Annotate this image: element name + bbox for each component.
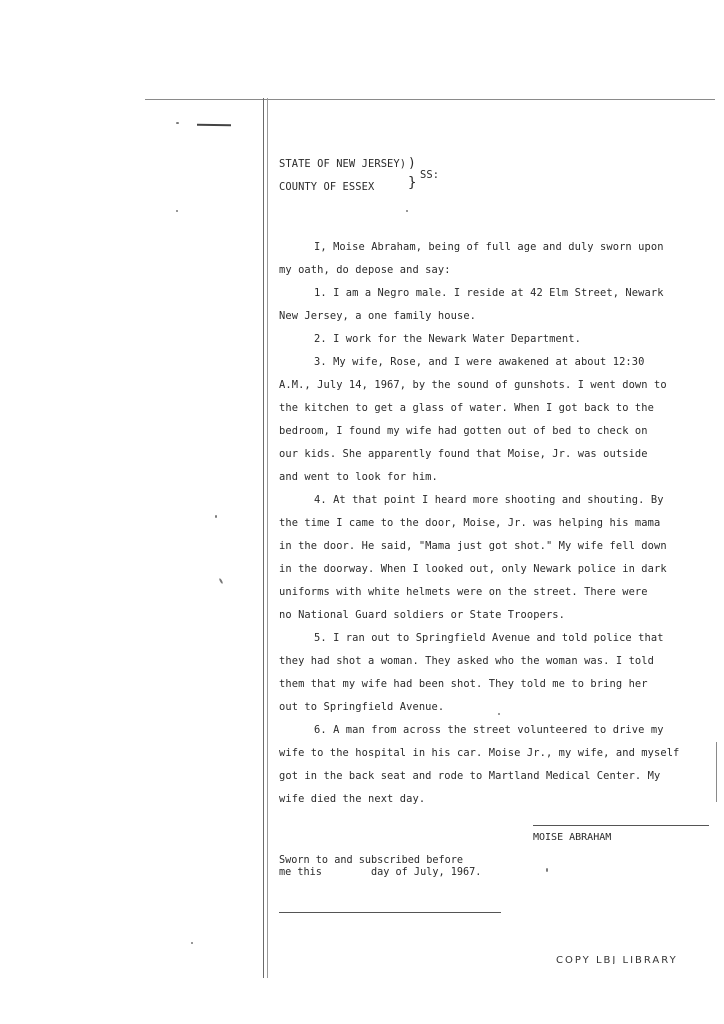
paragraph-1 [279, 282, 714, 328]
top-rule [145, 99, 715, 100]
venue-ss: SS: [420, 169, 440, 181]
intro-line: my oath, do depose and say: [279, 264, 451, 276]
paragraph-3 [279, 351, 714, 489]
caption-brace-bottom: } [408, 175, 417, 191]
paragraph-5 [279, 627, 714, 719]
jurat-line-1: Sworn to and subscribed before [279, 855, 464, 866]
paragraph-line: them that my wife had been shot. They told me to bring her [279, 678, 648, 690]
left-margin-rule-inner [267, 98, 268, 978]
paragraph-line: our kids. She apparently found that Moise, Jr. was outside [279, 448, 648, 460]
venue-state: STATE OF NEW JERSEY) [279, 158, 407, 170]
scan-speck [219, 578, 224, 584]
signature-line [533, 825, 709, 826]
paragraph-line: in the doorway. When I looked out, only Newark police in dark [279, 563, 667, 575]
paragraph-line: wife to the hospital in his car. Moise Jr., my wife, and myself [279, 747, 680, 759]
caption-brace-top: ) [408, 156, 416, 171]
intro-paragraph [279, 236, 714, 282]
paragraph-line: 3. My wife, Rose, and I were awakened at about 12:30 [314, 356, 645, 368]
venue-caption [279, 150, 714, 202]
scan-speck [176, 122, 179, 124]
scan-speck [546, 868, 548, 872]
left-margin-rule [263, 98, 264, 978]
paragraph-line: and went to look for him. [279, 471, 438, 483]
paragraph-line: 5. I ran out to Springfield Avenue and told police that [314, 632, 664, 644]
paragraph-line: uniforms with white helmets were on the street. There were [279, 586, 648, 598]
paragraph-line: 4. At that point I heard more shooting and shouting. By [314, 494, 664, 506]
paragraph-line: in the door. He said, "Mama just got shot." My wife fell down [279, 540, 667, 552]
paragraph-line: the kitchen to get a glass of water. When I got back to the [279, 402, 654, 414]
paragraph-line: A.M., July 14, 1967, by the sound of gunshots. I went down to [279, 379, 667, 391]
paragraph-2 [279, 328, 714, 351]
paragraph-line: they had shot a woman. They asked who the woman was. I told [279, 655, 654, 667]
paragraph-6 [279, 719, 714, 811]
paragraph-line: got in the back seat and rode to Martland Medical Center. My [279, 770, 661, 782]
paragraph-line: bedroom, I found my wife had gotten out of bed to check on [279, 425, 648, 437]
paragraph-line: 2. I work for the Newark Water Department. [314, 333, 581, 345]
affidavit-body [279, 150, 714, 811]
paragraph-line: 1. I am a Negro male. I reside at 42 Elm Street, Newark [314, 287, 664, 299]
paragraph-line: wife died the next day. [279, 793, 426, 805]
venue-county: COUNTY OF ESSEX [279, 181, 375, 193]
paragraph-line: New Jersey, a one family house. [279, 310, 477, 322]
paragraph-line: out to Springfield Avenue. [279, 701, 445, 713]
library-copy-stamp: COPY LBJ LIBRARY [556, 955, 678, 964]
margin-mark [197, 124, 231, 127]
notary-signature-line [279, 912, 501, 913]
scan-speck [215, 515, 217, 518]
signature-name: MOISE ABRAHAM [533, 832, 612, 843]
scan-speck [176, 210, 178, 212]
intro-line: I, Moise Abraham, being of full age and duly sworn upon [314, 241, 664, 253]
paragraph-4 [279, 489, 714, 627]
scan-speck [191, 942, 193, 944]
jurat [279, 855, 539, 879]
paragraph-line: the time I came to the door, Moise, Jr. was helping his mama [279, 517, 661, 529]
paragraph-line: 6. A man from across the street volunteered to drive my [314, 724, 664, 736]
right-edge-mark [716, 742, 717, 802]
jurat-line-2: me this day of July, 1967. [279, 867, 482, 878]
paragraph-line: no National Guard soldiers or State Troopers. [279, 609, 566, 621]
